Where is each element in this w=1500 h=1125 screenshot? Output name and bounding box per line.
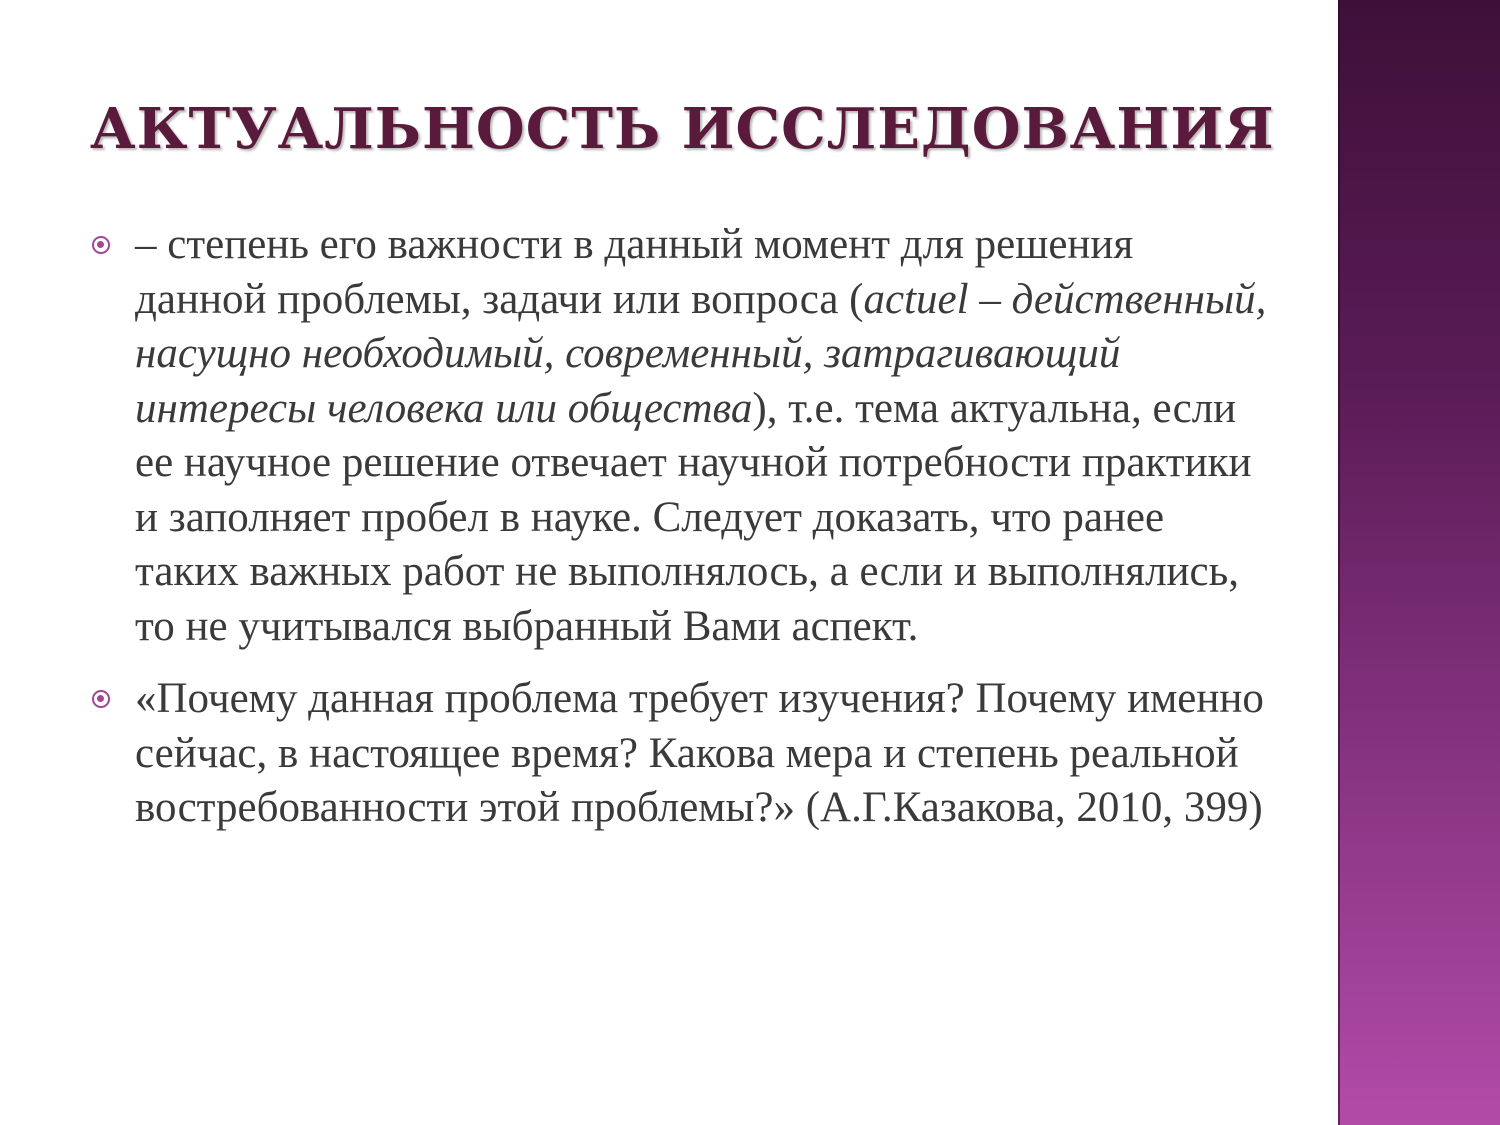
quote-text: «Почему данная проблема требует изучения? Почему именно сейчас, в настоящее время? Какова мера и степень реальной востребованности этой проблемы?» (А.Г.Казакова, 2010, 399) xyxy=(135,675,1264,831)
circled-bullet-icon xyxy=(92,690,110,708)
definition-italic-text: actuel – действенный, насущно необходимый, современный, затрагивающий интересы человека или общества xyxy=(135,275,1267,432)
bullet-item-quote xyxy=(92,672,1272,836)
slide-title: АКТУАЛЬНОСТЬ ИССЛЕДОВАНИЯ xyxy=(90,96,1275,162)
circled-bullet-icon xyxy=(92,236,110,254)
decorative-side-bar xyxy=(1338,0,1500,1125)
bullet-list xyxy=(92,218,1272,836)
side-bar-edge xyxy=(1338,0,1340,1125)
definition-text-start: – степень его важности в данный момент для решения данной проблемы, задачи или вопроса ( xyxy=(135,221,1134,323)
definition-text-end: ), т.е. тема актуальна, если ее научное решение отвечает научной потребности практики и заполняет пробел в науке. Следует доказать, что ранее таких важных работ не выполнялось, а если и выполнялись, то не учитывался выбранный Вами аспект. xyxy=(135,384,1252,650)
bullet-item-definition xyxy=(92,218,1272,654)
